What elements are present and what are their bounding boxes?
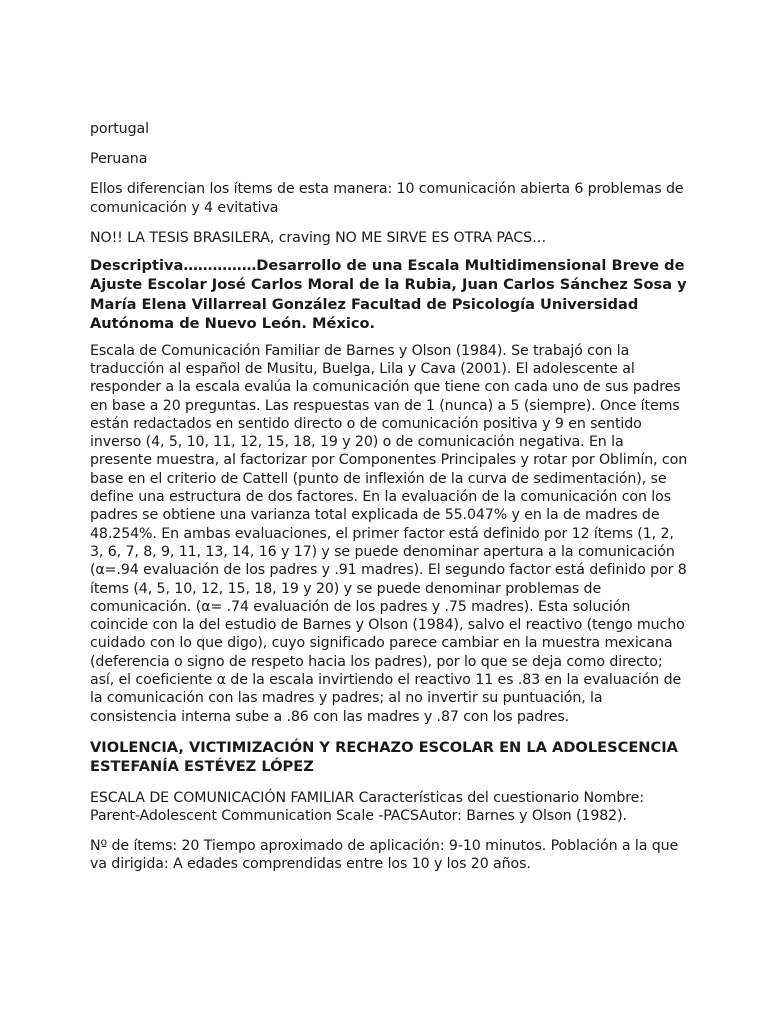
document-page [90,120,688,886]
heading-descriptiva-reference: Descriptiva……………Desarrollo de una Escala Multidimensional Breve de Ajuste Escolar José Carlos Moral de la Rubia, Juan Carlos Sánchez Sosa y María Elena Villarreal González Facultad de Psicología Universidad Autónoma de Nuevo León. México. [90,257,687,333]
paragraph-escala-comunicacion-familiar: ESCALA DE COMUNICACIÓN FAMILIAR Características del cuestionario Nombre: Parent-Adolescent Communication Scale -PACSAutor: Barnes y Olson (1982). [90,789,644,824]
paragraph-items-info: Nº de ítems: 20 Tiempo aproximado de aplicación: 9-10 minutos. Población a la que va dirigida: A edades comprendidas entre los 10 y los 20 años. [90,838,679,873]
paragraph-item-categories: Ellos diferencian los ítems de esta manera: 10 comunicación abierta 6 problemas de comunicación y 4 evitativa [90,181,684,216]
paragraph-tesis-note: NO!! LA TESIS BRASILERA, craving NO ME SIRVE ES OTRA PACS… [90,229,547,246]
paragraph-peruana: Peruana [90,151,148,168]
paragraph-portugal: portugal [90,121,149,137]
paragraph-escala-barnes-olson: Escala de Comunicación Familiar de Barnes y Olson (1984). Se trabajó con la traducción al español de Musitu, Buelga, Lila y Cava (2001). El adolescente al responder a la escala evalúa la comunicación que tiene con cada uno de sus padres en base a 20 preguntas. Las respuestas van de 1 (nunca) a 5 (siempre). Once ítems están redactados en sentido directo o de comunicación positiva y 9 en sentido inverso (4, 5, 10, 11, 12, 15, 18, 19 y 20) o de comunicación negativa. En la presente muestra, al factorizar por Componentes Principales y rotar por Oblimín, con base en el criterio de Cattell (punto de inflexión de la curva de sedimentación), se define una estructura de dos factores. En la evaluación de la comunicación con los padres se obtiene una varianza total explicada de 55.047% y en la de madres de 48.254%. En ambas evaluaciones, el primer factor está definido por 12 ítems (1, 2, 3, 6, 7, 8, 9, 11, 13, 14, 16 y 17) y se puede denominar apertura a la comunicación (α=.94 evaluación de los padres y .91 madres). El segundo factor está definido por 8 ítems (4, 5, 10, 12, 15, 18, 19 y 20) y se puede denominar problemas de comunicación. (α= .74 evaluación de los padres y .75 madres). Esta solución coincide con la del estudio de Barnes y Olson (1984), salvo el reactivo (tengo mucho cuidado con lo que digo), cuyo significado parece cambiar en la muestra mexicana (deferencia o signo de respeto hacia los padres), por lo que se deja como directo; así, el coeficiente α de la escala invirtiendo el reactivo 11 es .83 en la evaluación de la comunicación con las madres y padres; al no invertir su puntuación, la consistencia interna sube a .86 con las madres y .87 con los padres. [90,342,688,725]
heading-violencia-reference: VIOLENCIA, VICTIMIZACIÓN Y RECHAZO ESCOLAR EN LA ADOLESCENCIA ESTEFANÍA ESTÉVEZ LÓPEZ [90,738,678,776]
